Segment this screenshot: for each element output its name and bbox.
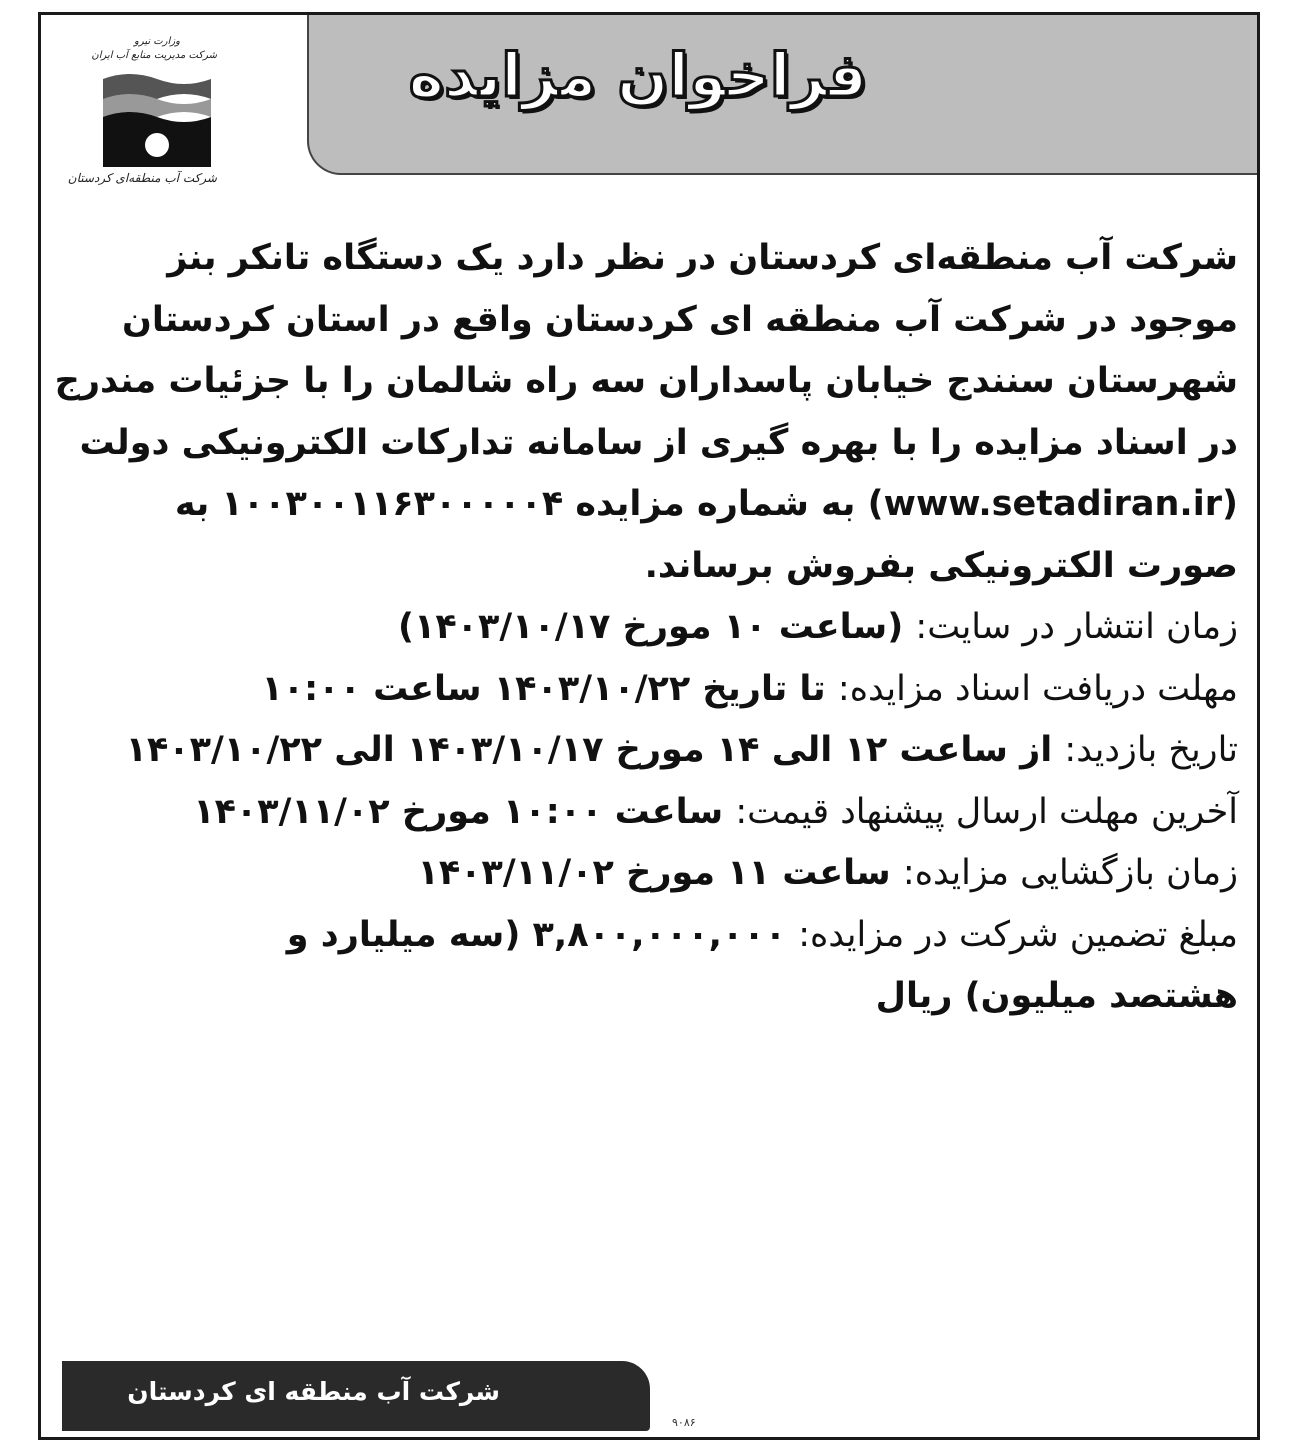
- guarantee-value: ۳,۸۰۰,۰۰۰,۰۰۰ (سه میلیارد و: [286, 914, 787, 955]
- logo-ministry-text: وزارت نیرو: [133, 36, 180, 47]
- guarantee-row: [62, 905, 1238, 967]
- footer-company-name: شرکت آب منطقه ای کردستان: [127, 1377, 500, 1406]
- water-company-emblem-icon: [103, 69, 211, 167]
- body-line-1: شرکت آب منطقه‌ای کردستان در نظر دارد یک دستگاه تانکر بنز: [167, 238, 1238, 278]
- bid-deadline-label: آخرین مهلت ارسال پیشنهاد قیمت:: [735, 791, 1238, 832]
- body-line-3: شهرستان سنندج خیابان پاسداران سه راه شالمان را با جزئیات مندرج: [54, 361, 1238, 401]
- publish-time-value: (ساعت ۱۰ مورخ ۱۴۰۳/۱۰/۱۷): [397, 607, 904, 647]
- docs-deadline-label: مهلت دریافت اسناد مزایده:: [837, 668, 1238, 709]
- title-banner: [307, 15, 1257, 175]
- logo-company-name: شرکت آب منطقه‌ای کردستان: [67, 171, 217, 185]
- page-title: فراخوان مزایده: [408, 41, 867, 111]
- visit-date-row: [62, 720, 1238, 782]
- opening-time-label: زمان بازگشایی مزایده:: [902, 853, 1238, 893]
- opening-time-row: [62, 843, 1238, 905]
- announcement-body: [54, 228, 1238, 1028]
- body-line-6: صورت الکترونیکی بفروش برساند.: [644, 545, 1238, 586]
- body-line-4: در اسناد مزایده را با بهره گیری از سامانه تدارکات الکترونیکی دولت: [79, 422, 1238, 463]
- body-line-2: موجود در شرکت آب منطقه ای کردستان واقع در استان کردستان: [121, 299, 1238, 340]
- guarantee-label: مبلغ تضمین شرکت در مزایده:: [798, 914, 1238, 955]
- logo-parent-company-text: شرکت مدیریت منابع آب ایران: [91, 50, 217, 61]
- bid-deadline-value: ساعت ۱۰:۰۰ مورخ ۱۴۰۳/۱۱/۰۲: [193, 791, 724, 832]
- visit-date-label: تاریخ بازدید:: [1064, 730, 1238, 770]
- publish-time-row: [62, 597, 1238, 659]
- opening-time-value: ساعت ۱۱ مورخ ۱۴۰۳/۱۱/۰۲: [417, 853, 891, 893]
- footer-code: ۹۰۸۶: [672, 1416, 696, 1429]
- docs-deadline-row: [62, 659, 1238, 721]
- guarantee-value-continued: هشتصد میلیون) ریال: [875, 976, 1238, 1016]
- company-logo: [67, 35, 217, 215]
- docs-deadline-value: تا تاریخ ۱۴۰۳/۱۰/۲۲ ساعت ۱۰:۰۰: [261, 668, 826, 709]
- guarantee-row-continued: [62, 966, 1238, 1028]
- bid-deadline-row: [62, 782, 1238, 844]
- footer-company-bar: [62, 1361, 650, 1431]
- body-line-5-setad-url: (www.setadiran.ir) به شماره مزایده ۱۰۰۳۰۰۱۱۶۳۰۰۰۰۰۴ به: [174, 484, 1238, 524]
- visit-date-value: از ساعت ۱۲ الی ۱۴ مورخ ۱۴۰۳/۱۰/۱۷ الی ۱۴۰۳/۱۰/۲۲: [125, 730, 1053, 770]
- publish-time-label: زمان انتشار در سایت:: [915, 607, 1238, 647]
